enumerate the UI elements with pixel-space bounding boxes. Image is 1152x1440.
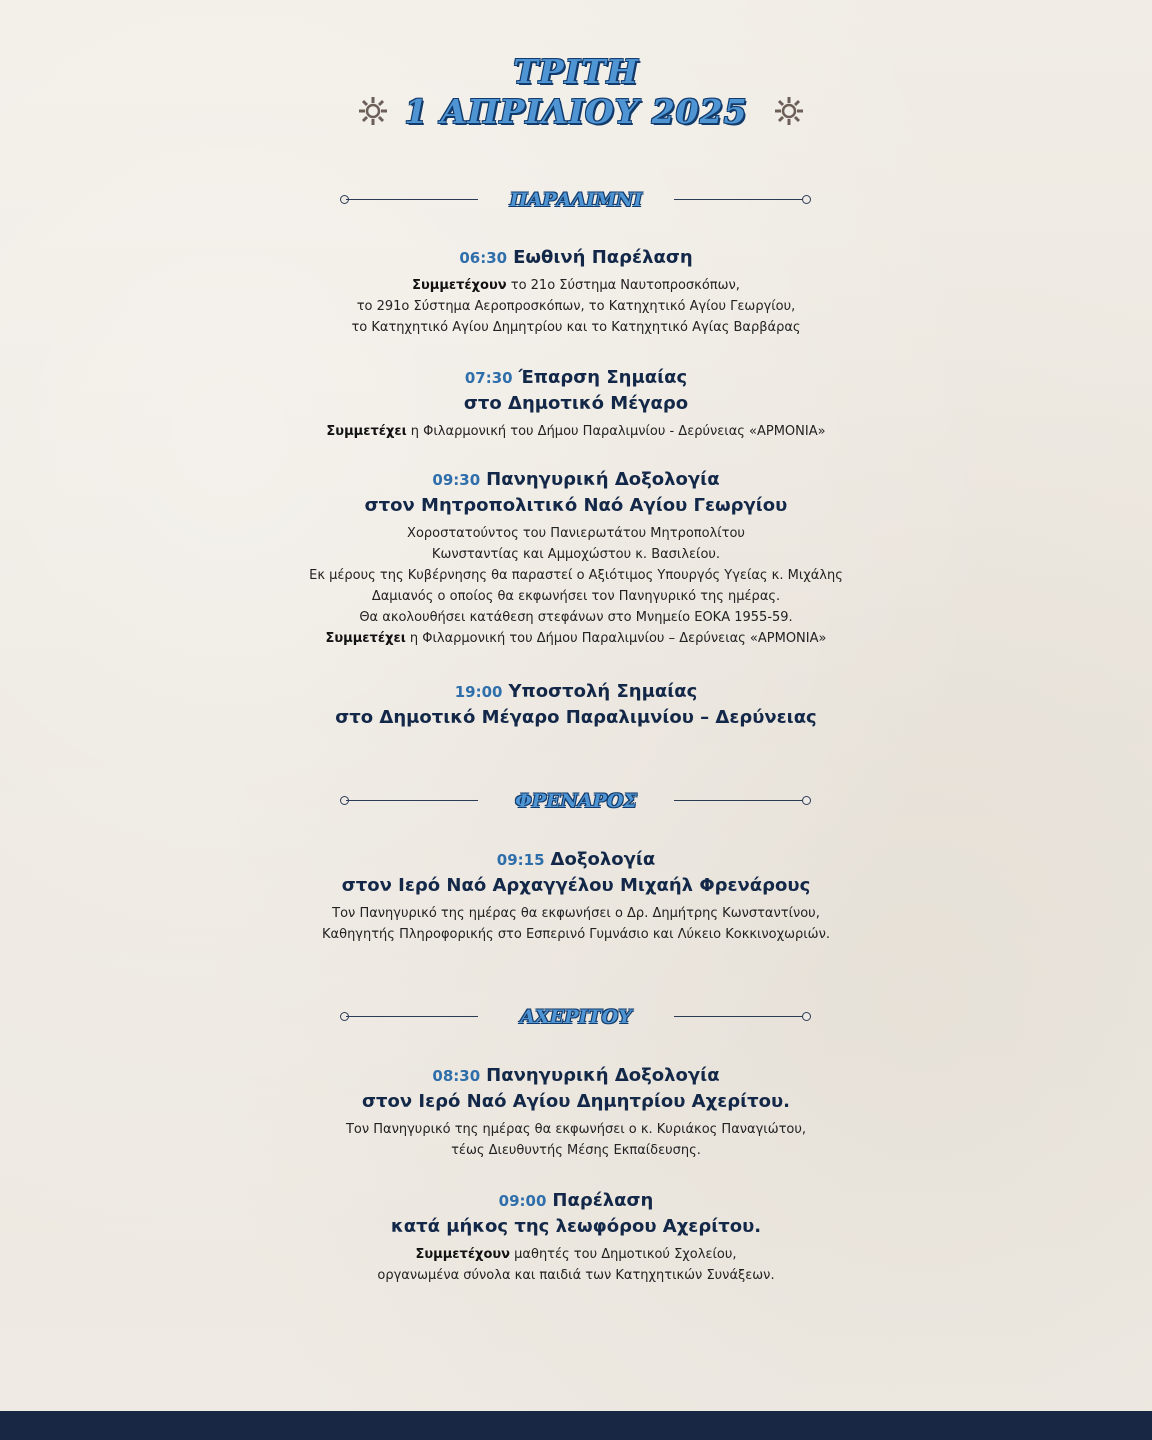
event-heading — [0, 1063, 1152, 1089]
divider-line — [674, 1016, 806, 1017]
sun-emblem-icon — [774, 96, 804, 126]
event-title: Πανηγυρική Δοξολογία — [486, 469, 720, 490]
event-heading — [0, 1188, 1152, 1214]
event-item — [0, 1188, 1152, 1286]
event-title: Παρέλαση — [552, 1190, 654, 1211]
section-title: ΠΑΡΑΛΙΜΝΙ — [509, 189, 643, 211]
section-divider-paralimni — [340, 188, 812, 212]
section-title: ΑΧΕΡΙΤΟΥ — [520, 1006, 632, 1028]
event-subtitle: στον Μητροπολιτικό Ναό Αγίου Γεωργίου — [364, 495, 788, 516]
event-details — [0, 275, 1152, 338]
detail-line: το Κατηχητικό Αγίου Δημητρίου και το Κατηχητικό Αγίας Βαρβάρας — [351, 320, 801, 335]
event-time: 09:00 — [498, 1192, 547, 1210]
event-time: 06:30 — [459, 249, 508, 267]
divider-line — [346, 199, 478, 200]
detail-line: Τον Πανηγυρικό της ημέρας θα εκφωνήσει ο κ. Κυριάκος Παναγιώτου, — [345, 1122, 807, 1137]
detail-line: το 291ο Σύστημα Αεροπροσκόπων, το Κατηχητικό Αγίου Γεωργίου, — [356, 299, 796, 314]
event-title: Έπαρση Σημαίας — [518, 367, 688, 388]
event-item — [0, 365, 1152, 442]
date-title: 1 ΑΠΡΙΛΙΟΥ 2025 — [404, 92, 748, 131]
divider-dot — [802, 195, 811, 204]
event-item — [0, 467, 1152, 649]
event-heading — [0, 467, 1152, 493]
detail-line: Καθηγητής Πληροφορικής στο Εσπερινό Γυμνάσιο και Λύκειο Κοκκινοχωριών. — [322, 927, 830, 942]
section-divider-acheritou — [340, 1005, 812, 1029]
event-item — [0, 679, 1152, 731]
event-title: Πανηγυρική Δοξολογία — [486, 1065, 720, 1086]
event-subtitle: στο Δημοτικό Μέγαρο — [463, 393, 689, 414]
divider-line — [674, 199, 806, 200]
divider-line — [346, 800, 478, 801]
detail-line: Τον Πανηγυρικό της ημέρας θα εκφωνήσει ο Δρ. Δημήτρης Κωνσταντίνου, — [332, 906, 820, 921]
divider-line — [346, 1016, 478, 1017]
event-subtitle: στον Ιερό Ναό Αγίου Δημητρίου Αχερίτου. — [362, 1091, 790, 1112]
event-subtitle: στον Ιερό Ναό Αρχαγγέλου Μιχαήλ Φρενάρους — [341, 875, 811, 896]
divider-dot — [802, 796, 811, 805]
event-time: 19:00 — [454, 683, 503, 701]
detail-line: Συμμετέχουν μαθητές του Δημοτικού Σχολείου, — [415, 1247, 737, 1262]
event-item — [0, 847, 1152, 945]
event-item — [0, 1063, 1152, 1161]
event-time: 07:30 — [464, 369, 513, 387]
event-time: 09:15 — [496, 851, 545, 869]
event-details — [0, 1244, 1152, 1286]
divider-dot — [802, 1012, 811, 1021]
event-subtitle: στο Δημοτικό Μέγαρο Παραλιμνίου – Δερύνειας — [335, 707, 817, 728]
detail-line: Θα ακολουθήσει κατάθεση στεφάνων στο Μνημείο ΕΟΚΑ 1955-59. — [359, 610, 793, 625]
event-time: 09:30 — [432, 471, 481, 489]
weekday-title: ΤΡΙΤΗ — [513, 52, 639, 91]
event-details — [0, 903, 1152, 945]
detail-line: Εκ μέρους της Κυβέρνησης θα παραστεί ο Αξιότιμος Υπουργός Υγείας κ. Μιχάλης — [309, 568, 843, 583]
sun-emblem-icon — [358, 96, 388, 126]
detail-line: Συμμετέχει η Φιλαρμονική του Δήμου Παραλιμνίου - Δερύνειας «ΑΡΜΟΝΙΑ» — [326, 424, 826, 439]
event-details — [0, 1119, 1152, 1161]
event-details — [0, 421, 1152, 442]
event-subtitle: κατά μήκος της λεωφόρου Αχερίτου. — [390, 1216, 762, 1237]
event-details — [0, 523, 1152, 649]
event-heading — [0, 365, 1152, 391]
date-header — [0, 52, 1152, 132]
event-time: 08:30 — [432, 1067, 481, 1085]
footer-bar — [0, 1411, 1152, 1440]
divider-line — [674, 800, 806, 801]
event-title: Δοξολογία — [550, 849, 656, 870]
event-title: Υποστολή Σημαίας — [508, 681, 698, 702]
section-divider-frenaros — [340, 789, 812, 813]
detail-line: Συμμετέχουν το 21ο Σύστημα Ναυτοπροσκόπων, — [412, 278, 740, 293]
detail-line: Χοροστατούντος του Πανιερωτάτου Μητροπολίτου — [407, 526, 745, 541]
event-title: Εωθινή Παρέλαση — [513, 247, 693, 268]
event-heading — [0, 847, 1152, 873]
detail-line: οργανωμένα σύνολα και παιδιά των Κατηχητικών Συνάξεων. — [377, 1268, 775, 1283]
event-item — [0, 245, 1152, 338]
event-heading — [0, 679, 1152, 705]
detail-line: τέως Διευθυντής Μέσης Εκπαίδευσης. — [451, 1143, 701, 1158]
detail-line: Κωνσταντίας και Αμμοχώστου κ. Βασιλείου. — [431, 547, 721, 562]
detail-line: Δαμιανός ο οποίος θα εκφωνήσει τον Πανηγυρικό της ημέρας. — [371, 589, 781, 604]
section-title: ΦΡΕΝΑΡΟΣ — [515, 790, 637, 812]
detail-line: Συμμετέχει η Φιλαρμονική του Δήμου Παραλιμνίου – Δερύνειας «ΑΡΜΟΝΙΑ» — [325, 631, 827, 646]
event-heading — [0, 245, 1152, 271]
